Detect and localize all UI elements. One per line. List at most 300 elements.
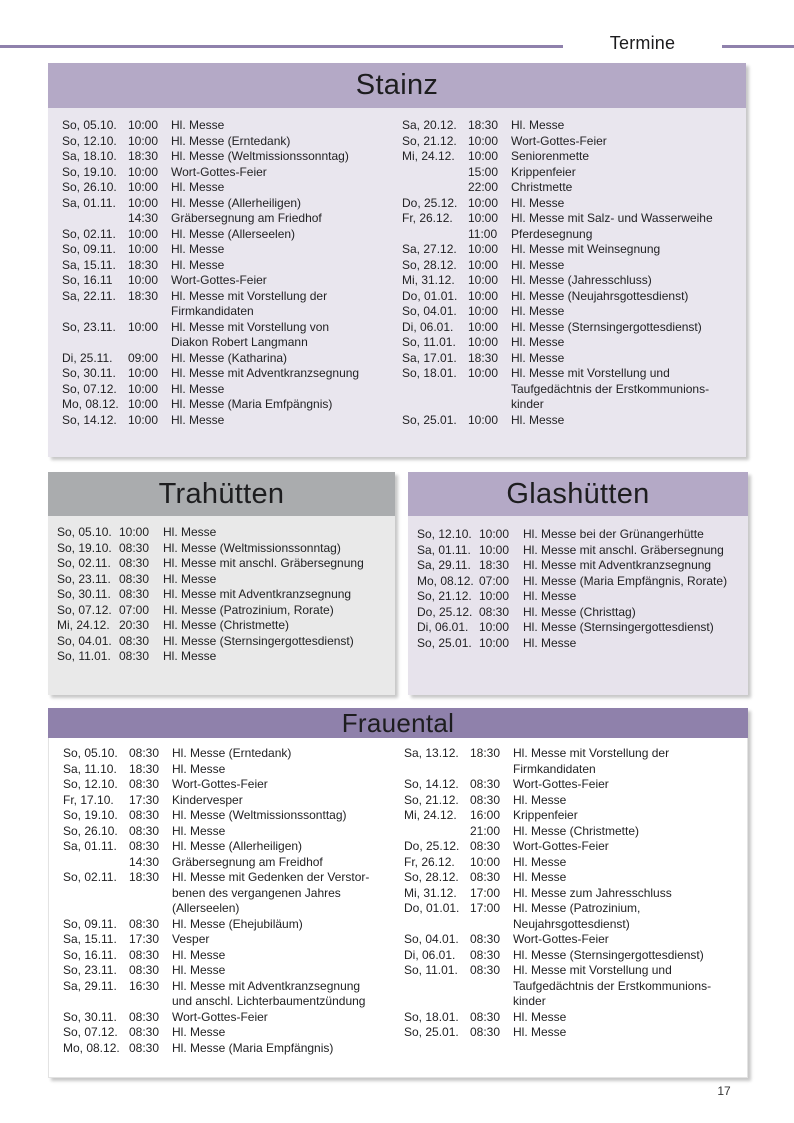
row-date: So, 25.01.	[417, 635, 472, 650]
row-time: 18:30	[470, 746, 501, 760]
row-time: 10:00	[468, 319, 499, 334]
row-description	[171, 118, 394, 134]
row-date: So, 12.10.	[417, 527, 472, 541]
row-time: 10:00	[479, 589, 510, 603]
section-glashuetten	[408, 472, 748, 695]
row-description	[171, 351, 394, 367]
schedule-row	[62, 273, 394, 289]
row-description-line: Hl. Messe	[513, 1025, 567, 1039]
row-description-line: Hl. Messe (Sternsingergottesdienst)	[163, 633, 354, 648]
schedule-row	[63, 824, 395, 840]
schedule-row	[404, 855, 742, 871]
schedule-row	[404, 932, 742, 948]
row-time: 10:00	[468, 335, 499, 349]
section-title: Frauental	[341, 707, 455, 738]
row-description-line: Hl. Messe mit Weinsegnung	[511, 242, 661, 256]
row-description-line: Neujahrsgottesdienst)	[513, 916, 630, 931]
schedule-row	[404, 839, 742, 855]
row-date: So, 19.10.	[63, 808, 118, 822]
row-description	[171, 366, 394, 382]
row-description-line: Hl. Messe (Jahresschluss)	[511, 273, 652, 287]
row-date: So, 07.12.	[62, 381, 117, 396]
row-description	[511, 180, 740, 196]
schedule-row	[402, 335, 740, 351]
row-time: 16:00	[470, 808, 501, 822]
row-date: Sa, 01.11.	[63, 839, 117, 853]
row-description	[163, 572, 389, 588]
row-description	[172, 824, 395, 840]
section-title: Glashütten	[506, 477, 650, 510]
row-time: 08:30	[129, 777, 160, 791]
header-rule-right	[722, 45, 794, 48]
row-description	[172, 932, 395, 948]
row-time: 17:30	[129, 792, 160, 807]
schedule-row	[402, 304, 740, 320]
row-time: 10:00	[128, 397, 159, 411]
row-description	[163, 618, 389, 634]
schedule-row	[404, 963, 742, 1010]
row-date: So, 30.11.	[63, 1009, 117, 1024]
row-description	[172, 1010, 395, 1026]
row-date: So, 16.11.	[63, 947, 117, 962]
schedule-row	[57, 541, 389, 557]
row-date: Do, 25.12.	[404, 839, 460, 853]
row-date: Sa, 27.12.	[402, 242, 457, 256]
schedule-row	[63, 762, 395, 778]
row-description-line: Krippenfeier	[511, 164, 576, 179]
row-date: So, 04.01.	[404, 932, 459, 946]
row-description	[511, 304, 740, 320]
row-time: 08:30	[470, 963, 501, 977]
row-description-line: Kindervesper	[172, 792, 243, 807]
schedule-row	[63, 963, 395, 979]
schedule-row	[62, 211, 394, 227]
row-description-line: Wort-Gottes-Feier	[513, 932, 609, 946]
row-date: Mo, 08.12.	[417, 573, 474, 588]
row-description-line: (Allerseelen)	[172, 901, 240, 915]
schedule-row	[404, 886, 742, 902]
row-description	[163, 603, 389, 619]
row-description	[511, 165, 740, 181]
schedule-row	[404, 948, 742, 964]
row-description	[172, 855, 395, 871]
row-description	[163, 649, 389, 665]
row-time: 18:30	[468, 350, 499, 365]
row-date: Di, 25.11.	[62, 350, 113, 365]
schedule-row	[404, 777, 742, 793]
schedule-row	[402, 413, 740, 429]
row-time: 10:00	[468, 412, 499, 427]
row-time: 10:00	[128, 273, 159, 287]
row-time: 18:30	[129, 870, 160, 884]
row-description	[523, 636, 743, 652]
section-stainz	[48, 63, 746, 457]
row-description-line: Hl. Messe (Patrozinium, Rorate)	[163, 602, 334, 617]
row-description-line: Hl. Messe (Allerseelen)	[171, 226, 296, 241]
row-time: 08:30	[129, 1040, 160, 1055]
schedule-row	[63, 948, 395, 964]
schedule-row	[62, 134, 394, 150]
row-time: 10:00	[128, 242, 159, 256]
row-time: 10:00	[128, 366, 159, 380]
row-description-line: Hl. Messe	[171, 412, 225, 427]
schedule-row	[62, 118, 394, 134]
schedule-row	[402, 180, 740, 196]
section-frauental	[48, 708, 748, 1078]
row-description-line: Hl. Messe	[511, 412, 565, 427]
page-number: 17	[717, 1084, 731, 1098]
row-date: Sa, 17.01.	[402, 350, 457, 365]
row-description	[513, 886, 742, 902]
row-date: So, 25.01.	[404, 1025, 459, 1039]
row-date: So, 02.11.	[62, 226, 116, 241]
schedule-row	[417, 620, 743, 636]
row-description	[513, 1010, 742, 1026]
row-description-line: Hl. Messe (Maria Empfängnis)	[172, 1040, 334, 1055]
row-description-line: benen des vergangenen Jahres	[172, 885, 341, 900]
row-description	[171, 382, 394, 398]
row-date: So, 02.11.	[63, 870, 117, 884]
row-date: Sa, 18.10.	[62, 149, 117, 163]
schedule-row	[63, 932, 395, 948]
row-description-line: Hl. Messe bei der Grünangerhütte	[523, 527, 704, 541]
row-description	[511, 351, 740, 367]
schedule-row	[402, 289, 740, 305]
row-time: 10:00	[128, 118, 159, 132]
row-time: 08:30	[129, 823, 160, 838]
schedule-row	[402, 196, 740, 212]
row-time: 08:30	[119, 649, 150, 663]
row-description-line: Hl. Messe	[171, 257, 225, 272]
row-description-line: Hl. Messe (Christmette)	[163, 618, 290, 632]
row-description-line: Hl. Messe mit Vorstellung der	[513, 746, 670, 760]
row-time: 08:30	[129, 947, 160, 962]
row-description-line: Hl. Messe	[172, 947, 226, 962]
row-description	[513, 746, 742, 777]
row-description	[523, 558, 743, 574]
row-description-line: Hl. Messe (Erntedank)	[171, 133, 291, 148]
row-description-line: Hl. Messe	[523, 589, 577, 603]
row-description-line: Hl. Messe	[511, 335, 565, 349]
row-description	[171, 397, 394, 413]
row-date: So, 02.11.	[57, 556, 111, 570]
row-date: Di, 06.01.	[404, 947, 456, 962]
row-time: 08:30	[129, 916, 160, 931]
row-description-line: Vesper	[172, 932, 210, 946]
row-description-line: Wort-Gottes-Feier	[171, 164, 267, 179]
row-time: 10:00	[128, 412, 159, 427]
row-description-line: Hl. Messe	[171, 118, 225, 132]
row-description-line: Hl. Messe mit Gedenken der Verstor-	[172, 870, 370, 884]
row-description-line: Hl. Messe mit anschl. Gräbersegnung	[163, 556, 364, 570]
row-date: So, 28.12.	[404, 870, 459, 884]
row-description-line: Hl. Messe mit Adventkranzsegnung	[523, 558, 712, 572]
row-time: 10:00	[468, 149, 499, 163]
row-description	[172, 746, 395, 762]
schedule-row	[57, 525, 389, 541]
row-date: Sa, 01.11.	[417, 542, 471, 557]
row-description	[171, 258, 394, 274]
row-time: 10:00	[128, 133, 159, 148]
row-date: So, 23.11.	[57, 571, 111, 586]
row-date: So, 21.12.	[417, 589, 472, 603]
row-description	[172, 979, 395, 1010]
row-time: 14:30	[128, 211, 159, 225]
schedule-row	[62, 351, 394, 367]
row-date: So, 05.10.	[57, 525, 112, 539]
schedule-row	[57, 603, 389, 619]
row-date: So, 14.12.	[62, 412, 117, 427]
row-description	[172, 948, 395, 964]
schedule-row	[404, 870, 742, 886]
schedule-row	[62, 413, 394, 429]
row-description-line: Hl. Messe mit Vorstellung von	[171, 319, 330, 334]
row-description	[163, 541, 389, 557]
row-description-line: kinder	[513, 994, 546, 1008]
row-description	[163, 556, 389, 572]
row-description	[511, 149, 740, 165]
schedule-row	[402, 273, 740, 289]
row-date: Sa, 22.11.	[62, 288, 116, 303]
row-description-line: Hl. Messe	[523, 635, 577, 650]
row-time: 10:00	[470, 854, 501, 869]
row-description	[513, 839, 742, 855]
schedule-row	[57, 634, 389, 650]
schedule-row	[63, 1025, 395, 1041]
row-description	[172, 1041, 395, 1057]
row-date: So, 26.10.	[63, 823, 118, 838]
schedule-column-right	[402, 118, 740, 428]
row-time: 20:30	[119, 618, 150, 632]
row-date: So, 16.11	[62, 273, 113, 287]
schedule-row	[63, 917, 395, 933]
schedule-column-left	[62, 118, 394, 428]
row-date: So, 19.10.	[62, 164, 117, 179]
row-description-line: Wort-Gottes-Feier	[513, 777, 609, 791]
row-date: Mi, 31.12.	[402, 273, 455, 287]
row-date: Do, 25.12.	[417, 604, 473, 619]
row-time: 08:30	[119, 556, 150, 570]
row-description	[511, 196, 740, 212]
row-description-line: Hl. Messe	[171, 242, 225, 256]
row-description	[171, 134, 394, 150]
row-description-line: Hl. Messe	[172, 1025, 226, 1039]
schedule-row	[417, 589, 743, 605]
section-frauental-body	[49, 738, 747, 1074]
schedule-row	[417, 558, 743, 574]
row-time: 17:00	[470, 901, 501, 915]
row-description	[513, 963, 742, 1010]
row-time: 08:30	[129, 1025, 160, 1039]
row-description	[172, 870, 395, 917]
row-description-line: Hl. Messe	[511, 350, 565, 365]
row-date: Mo, 08.12.	[62, 397, 119, 411]
schedule-row	[62, 180, 394, 196]
row-description-line: Hl. Messe (Sternsingergottesdienst)	[523, 620, 714, 634]
row-date: So, 14.12.	[404, 777, 459, 791]
row-date: So, 11.01.	[57, 649, 111, 663]
section-frauental-header	[48, 708, 748, 738]
row-time: 08:30	[129, 808, 160, 822]
row-description-line: Seniorenmette	[511, 149, 590, 163]
row-description-line: Hl. Messe	[513, 792, 567, 807]
row-description	[511, 211, 740, 227]
row-description-line: Hl. Messe	[172, 761, 226, 776]
row-description	[523, 543, 743, 559]
row-time: 08:30	[129, 746, 160, 760]
row-description	[171, 273, 394, 289]
row-date: So, 26.10.	[62, 180, 117, 194]
row-time: 10:00	[468, 304, 499, 318]
row-description-line: Hl. Messe mit Adventkranzsegnung	[163, 587, 352, 601]
row-date: So, 11.01.	[402, 335, 456, 349]
schedule-row	[404, 808, 742, 824]
schedule-row	[402, 242, 740, 258]
row-description-line: Hl. Messe (Christtag)	[523, 604, 636, 619]
schedule-row	[402, 165, 740, 181]
row-description	[513, 793, 742, 809]
schedule-column-right	[404, 746, 742, 1041]
row-description	[523, 574, 743, 590]
row-date: So, 04.01.	[57, 633, 112, 648]
schedule-row	[63, 870, 395, 917]
row-description	[511, 289, 740, 305]
row-time: 08:30	[129, 1009, 160, 1024]
row-description-line: Hl. Messe (Sternsingergottesdienst)	[511, 319, 702, 334]
schedule-row	[417, 574, 743, 590]
schedule-row	[404, 1025, 742, 1041]
row-date: So, 28.12.	[402, 257, 457, 272]
row-time: 08:30	[129, 839, 160, 853]
row-time: 10:00	[468, 288, 499, 303]
row-time: 10:00	[128, 180, 159, 194]
row-description	[511, 242, 740, 258]
schedule-row	[62, 382, 394, 398]
row-time: 08:30	[119, 633, 150, 648]
row-description-line: Hl. Messe zum Jahresschluss	[513, 885, 672, 900]
row-description	[171, 413, 394, 429]
row-date: Mi, 24.12.	[402, 149, 455, 163]
section-trahuetten	[48, 472, 395, 695]
row-description-line: Hl. Messe (Neujahrsgottesdienst)	[511, 288, 689, 303]
schedule-row	[402, 149, 740, 165]
schedule-row	[402, 211, 740, 227]
row-time: 10:00	[128, 164, 159, 179]
row-time: 10:00	[479, 527, 510, 541]
row-description	[163, 634, 389, 650]
row-time: 18:30	[468, 118, 499, 132]
row-date: So, 21.12.	[404, 792, 459, 807]
row-description-line: Hl. Messe (Maria Empfängnis, Rorate)	[523, 573, 728, 588]
row-time: 10:00	[468, 195, 499, 210]
row-time: 08:30	[119, 571, 150, 586]
schedule-row	[404, 1010, 742, 1026]
row-date: Fr, 26.12.	[402, 211, 453, 225]
schedule-row	[62, 320, 394, 351]
row-date: So, 18.01.	[402, 366, 457, 380]
row-description-line: Hl. Messe	[513, 870, 567, 884]
row-date: Mo, 08.12.	[63, 1040, 120, 1055]
row-time: 08:30	[129, 963, 160, 977]
row-description-line: Wort-Gottes-Feier	[172, 777, 268, 791]
schedule-row	[63, 746, 395, 762]
row-description	[172, 777, 395, 793]
schedule-column	[417, 527, 743, 651]
schedule-row	[63, 1010, 395, 1026]
row-description-line: Hl. Messe mit Salz- und Wasserweihe	[511, 211, 713, 225]
schedule-row	[402, 134, 740, 150]
row-time: 10:00	[119, 525, 150, 539]
row-time: 10:00	[479, 542, 510, 557]
row-time: 10:00	[128, 226, 159, 241]
row-date: Do, 25.12.	[402, 195, 458, 210]
row-time: 10:00	[468, 366, 499, 380]
row-description-line: Wort-Gottes-Feier	[172, 1009, 268, 1024]
row-description-line: Diakon Robert Langmann	[171, 335, 308, 349]
row-description-line: Hl. Messe (Weltmissionssonttag)	[172, 808, 347, 822]
row-date: So, 11.01.	[404, 963, 458, 977]
row-time: 10:00	[468, 211, 499, 225]
row-date: Fr, 26.12.	[404, 854, 455, 869]
row-description-line: Hl. Messe mit Adventkranzsegnung	[171, 366, 360, 380]
row-date: Di, 06.01.	[402, 319, 454, 334]
row-description-line: Hl. Messe mit anschl. Gräbersegnung	[523, 542, 724, 557]
row-description	[511, 227, 740, 243]
row-description	[172, 1025, 395, 1041]
schedule-row	[404, 824, 742, 840]
section-title: Trahütten	[158, 477, 285, 510]
row-description-line: Hl. Messe (Katharina)	[171, 350, 288, 365]
row-date: Do, 01.01.	[404, 901, 460, 915]
schedule-row	[62, 165, 394, 181]
row-time: 22:00	[468, 180, 499, 194]
section-glashuetten-header	[408, 472, 748, 516]
row-time: 15:00	[468, 164, 499, 179]
row-time: 08:30	[470, 777, 501, 791]
row-time: 10:00	[128, 319, 159, 334]
row-description	[513, 808, 742, 824]
row-description	[513, 901, 742, 932]
schedule-row	[402, 227, 740, 243]
schedule-row	[57, 572, 389, 588]
schedule-row	[417, 636, 743, 652]
row-description	[163, 587, 389, 603]
row-description	[171, 289, 394, 320]
row-description-line: Hl. Messe	[172, 963, 226, 977]
row-description-line: kinder	[511, 397, 544, 411]
row-description	[511, 118, 740, 134]
row-time: 10:00	[479, 635, 510, 650]
schedule-row	[63, 855, 395, 871]
row-time: 14:30	[129, 854, 160, 869]
row-description	[172, 793, 395, 809]
schedule-row	[404, 793, 742, 809]
row-description-line: Gräbersegnung am Freidhof	[172, 854, 323, 869]
row-date: So, 12.10.	[62, 133, 117, 148]
row-date: Mi, 24.12.	[404, 808, 457, 822]
row-description-line: Wort-Gottes-Feier	[171, 273, 267, 287]
schedule-row	[57, 556, 389, 572]
row-time: 08:30	[119, 587, 150, 601]
section-title: Stainz	[355, 69, 439, 101]
row-description	[523, 527, 743, 543]
row-date: So, 12.10.	[63, 777, 118, 791]
row-date: So, 23.11.	[62, 319, 116, 334]
row-time: 18:30	[128, 288, 159, 303]
row-date: So, 18.01.	[404, 1009, 459, 1024]
row-description-line: Taufgedächtnis der Erstkommunions-	[513, 978, 712, 993]
row-time: 18:30	[479, 558, 510, 572]
